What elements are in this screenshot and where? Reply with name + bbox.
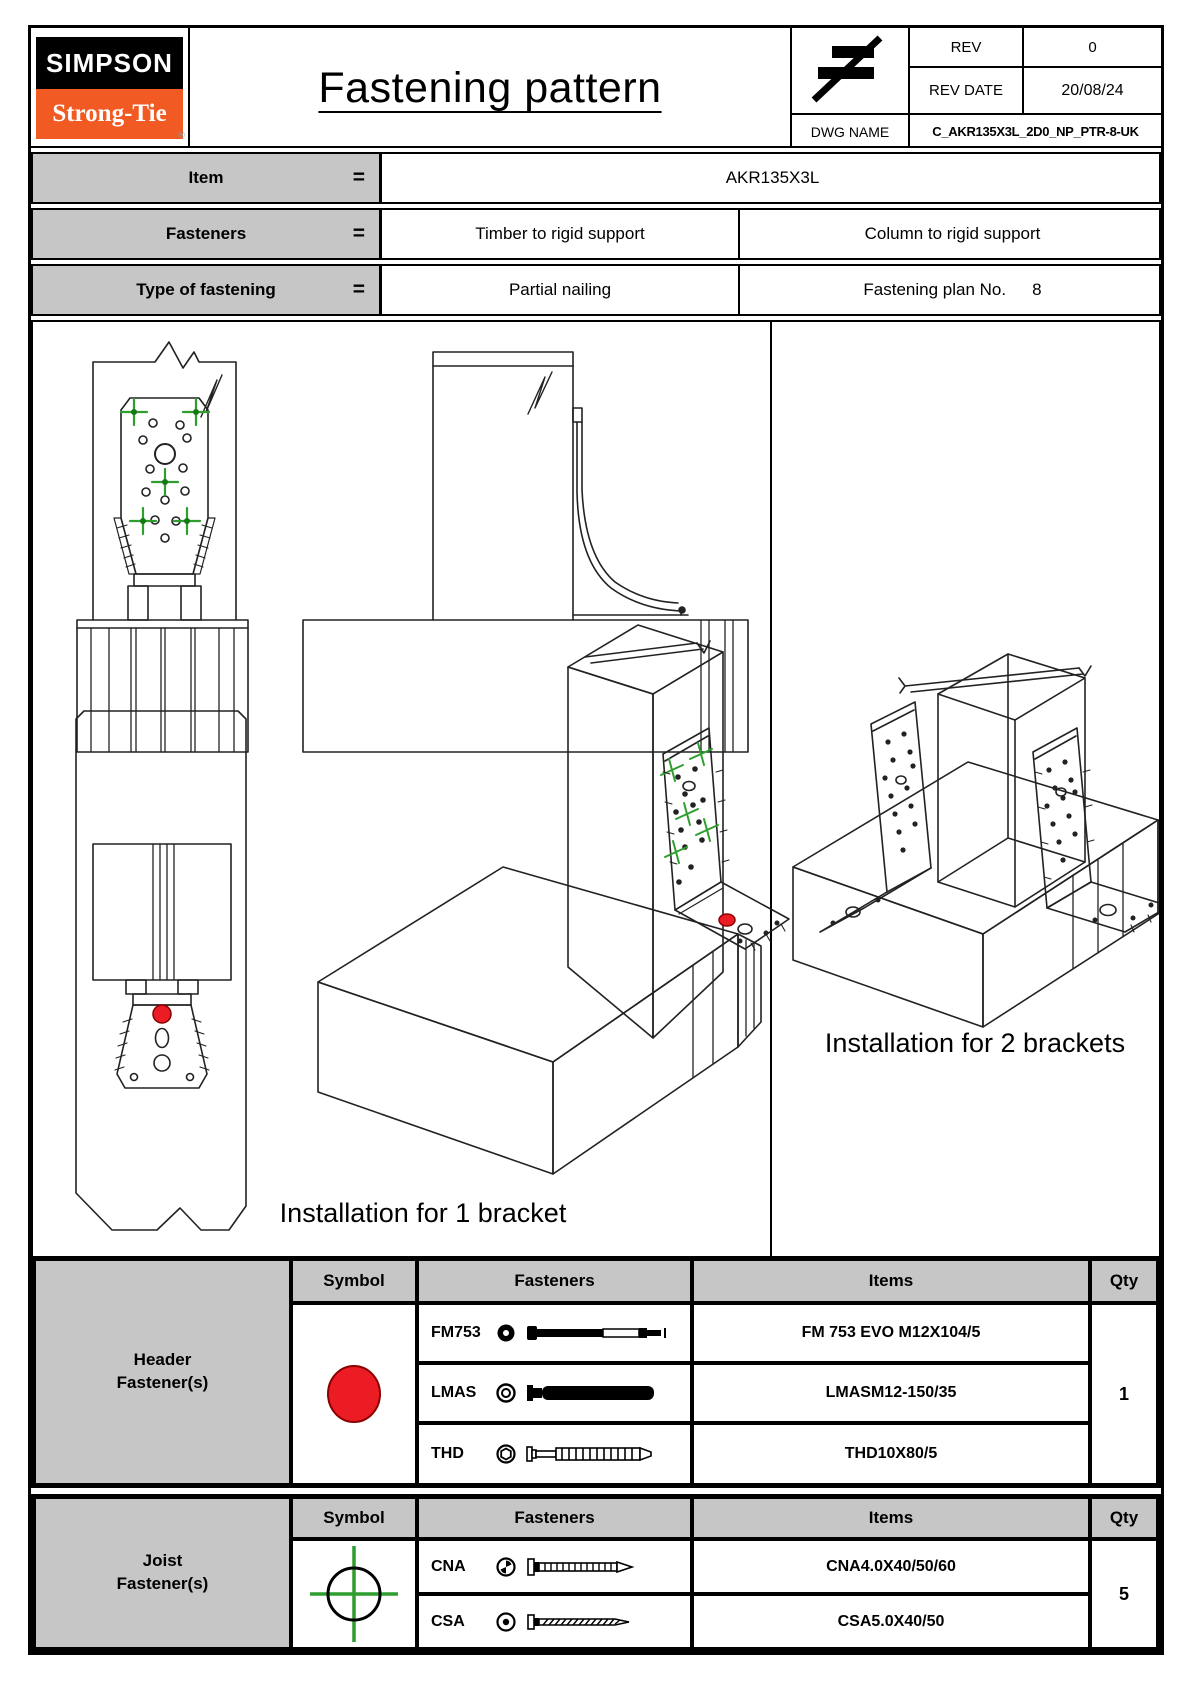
info-row-item <box>31 152 1161 204</box>
fastener-code: FM753 <box>431 1324 481 1341</box>
fastener-row-cna <box>417 1539 692 1594</box>
rev-date-label: REV DATE <box>929 82 1003 99</box>
fasteners-timber-value: Timber to rigid support <box>475 224 645 243</box>
rev-date-label-cell <box>908 68 1022 115</box>
equals-sign: = <box>352 166 365 189</box>
header-fastener-mark <box>153 1005 171 1023</box>
registered-mark: ® <box>178 130 185 140</box>
rev-date-value: 20/08/24 <box>1061 81 1124 99</box>
fastener-code: LMAS <box>431 1384 477 1401</box>
front-view-drawing <box>77 342 248 752</box>
caption-one-bracket: Installation for 1 bracket <box>279 1198 567 1228</box>
fastener-code: CSA <box>431 1612 465 1630</box>
projection-symbol-icon <box>802 34 898 108</box>
logo-cell <box>31 28 190 148</box>
fastener-code: THD <box>431 1445 464 1462</box>
page-title: Fastening pattern <box>318 63 662 112</box>
group-label-line2: Fastener(s) <box>116 1373 209 1392</box>
fasteners-column-cell <box>742 210 1163 258</box>
rev-date-value-cell <box>1022 68 1161 115</box>
technical-drawings <box>33 322 1159 1256</box>
col-header-items: Items <box>692 1497 1090 1539</box>
item-fm753: FM 753 EVO M12X104/5 <box>692 1303 1090 1363</box>
title-block <box>31 28 1161 148</box>
group-label-line2: Fastener(s) <box>116 1574 209 1593</box>
col-header-symbol: Symbol <box>291 1497 417 1539</box>
sheet-title-cell <box>190 28 790 148</box>
header-fastener-mark-iso <box>719 914 735 926</box>
col-header-qty: Qty <box>1090 1259 1158 1303</box>
col-header-fasteners: Fasteners <box>417 1497 692 1539</box>
info-row-type <box>31 264 1161 316</box>
joist-fastener-marks <box>121 399 209 534</box>
thd-hex-socket-head-icon <box>495 1443 517 1465</box>
cna-ring-shank-nail-icon <box>525 1556 665 1578</box>
item-thd: THD10X80/5 <box>692 1423 1090 1485</box>
thd-threaded-stud-icon <box>525 1443 675 1465</box>
joist-fastener-table <box>31 1494 1161 1652</box>
fastening-plan-number: 8 <box>1032 280 1042 299</box>
equals-sign: = <box>352 222 365 245</box>
fasteners-column-value: Column to rigid support <box>864 224 1041 243</box>
fastener-row-fm753 <box>417 1303 692 1363</box>
joist-symbol-cell <box>291 1539 417 1649</box>
drawing-sheet <box>28 25 1164 1655</box>
info-label-item-cell <box>33 154 382 202</box>
equals-sign: = <box>352 278 365 301</box>
type-partial-nailing-cell <box>382 266 740 314</box>
joist-fastener-group-cell <box>34 1497 291 1649</box>
fm753-anchor-bolt-icon <box>525 1322 675 1344</box>
item-value: AKR135X3L <box>725 168 820 187</box>
fasteners-timber-cell <box>382 210 740 258</box>
dwg-name-label: DWG NAME <box>810 123 890 140</box>
group-label-line1: Header <box>133 1350 192 1370</box>
isometric-two-brackets-drawing <box>793 654 1159 1027</box>
fastener-code: CNA <box>431 1557 466 1575</box>
lmas-double-ring-head-icon <box>495 1382 517 1404</box>
fastening-plan-cell <box>742 266 1163 314</box>
logo-simpson-text: SIMPSON <box>36 37 183 89</box>
logo-strongtie-text: Strong-Tie <box>36 89 183 139</box>
info-label-fasteners-cell <box>33 210 382 258</box>
col-header-items: Items <box>692 1259 1090 1303</box>
fastener-row-csa <box>417 1594 692 1649</box>
lmas-anchor-bolt-icon <box>525 1382 675 1404</box>
info-label-item: Item <box>188 168 224 187</box>
item-csa: CSA5.0X40/50 <box>692 1594 1090 1649</box>
bottom-view-drawing <box>76 711 246 1230</box>
fastener-row-thd <box>417 1423 692 1485</box>
dwg-name-label-cell <box>790 115 908 148</box>
caption-two-brackets: Installation for 2 brackets <box>824 1028 1126 1058</box>
fm753-washer-head-icon <box>495 1322 517 1344</box>
col-header-symbol: Symbol <box>291 1259 417 1303</box>
isometric-one-bracket-drawing <box>318 625 789 1174</box>
item-cna: CNA4.0X40/50/60 <box>692 1539 1090 1594</box>
col-header-qty: Qty <box>1090 1497 1158 1539</box>
col-header-fasteners: Fasteners <box>417 1259 692 1303</box>
header-qty-cell: 1 <box>1090 1303 1158 1485</box>
fastening-plan-label: Fastening plan No. <box>863 280 1007 299</box>
group-label-line1: Joist <box>142 1551 183 1571</box>
cna-nail-head-icon <box>495 1556 517 1578</box>
red-circle-icon <box>319 1359 389 1429</box>
csa-screw-head-icon <box>495 1611 517 1633</box>
info-row-fasteners <box>31 208 1161 260</box>
rev-value-cell <box>1022 28 1161 68</box>
dwg-name-value-cell <box>908 115 1161 148</box>
info-label-fasteners: Fasteners <box>165 224 247 243</box>
rev-value: 0 <box>1088 38 1097 56</box>
header-fastener-group-cell <box>34 1259 291 1485</box>
fastener-row-lmas <box>417 1363 692 1423</box>
green-crosshair-circle-icon <box>304 1542 404 1646</box>
info-value-item-cell <box>382 154 1163 202</box>
rev-label: REV <box>950 38 982 56</box>
info-label-type: Type of fastening <box>136 280 276 299</box>
side-view-drawing <box>303 352 748 752</box>
drawing-area <box>31 320 1161 1258</box>
info-label-type-cell <box>33 266 382 314</box>
joist-qty-cell: 5 <box>1090 1539 1158 1649</box>
csa-wood-screw-icon <box>525 1611 665 1633</box>
dwg-name-value: C_AKR135X3L_2D0_NP_PTR-8-UK <box>932 124 1139 139</box>
type-value: Partial nailing <box>508 280 612 299</box>
projection-symbol-cell <box>790 28 908 115</box>
item-lmas: LMASM12-150/35 <box>692 1363 1090 1423</box>
simpson-strongtie-logo <box>36 37 183 139</box>
rev-label-cell <box>908 28 1022 68</box>
header-fastener-table <box>31 1256 1161 1488</box>
header-symbol-cell <box>291 1303 417 1485</box>
